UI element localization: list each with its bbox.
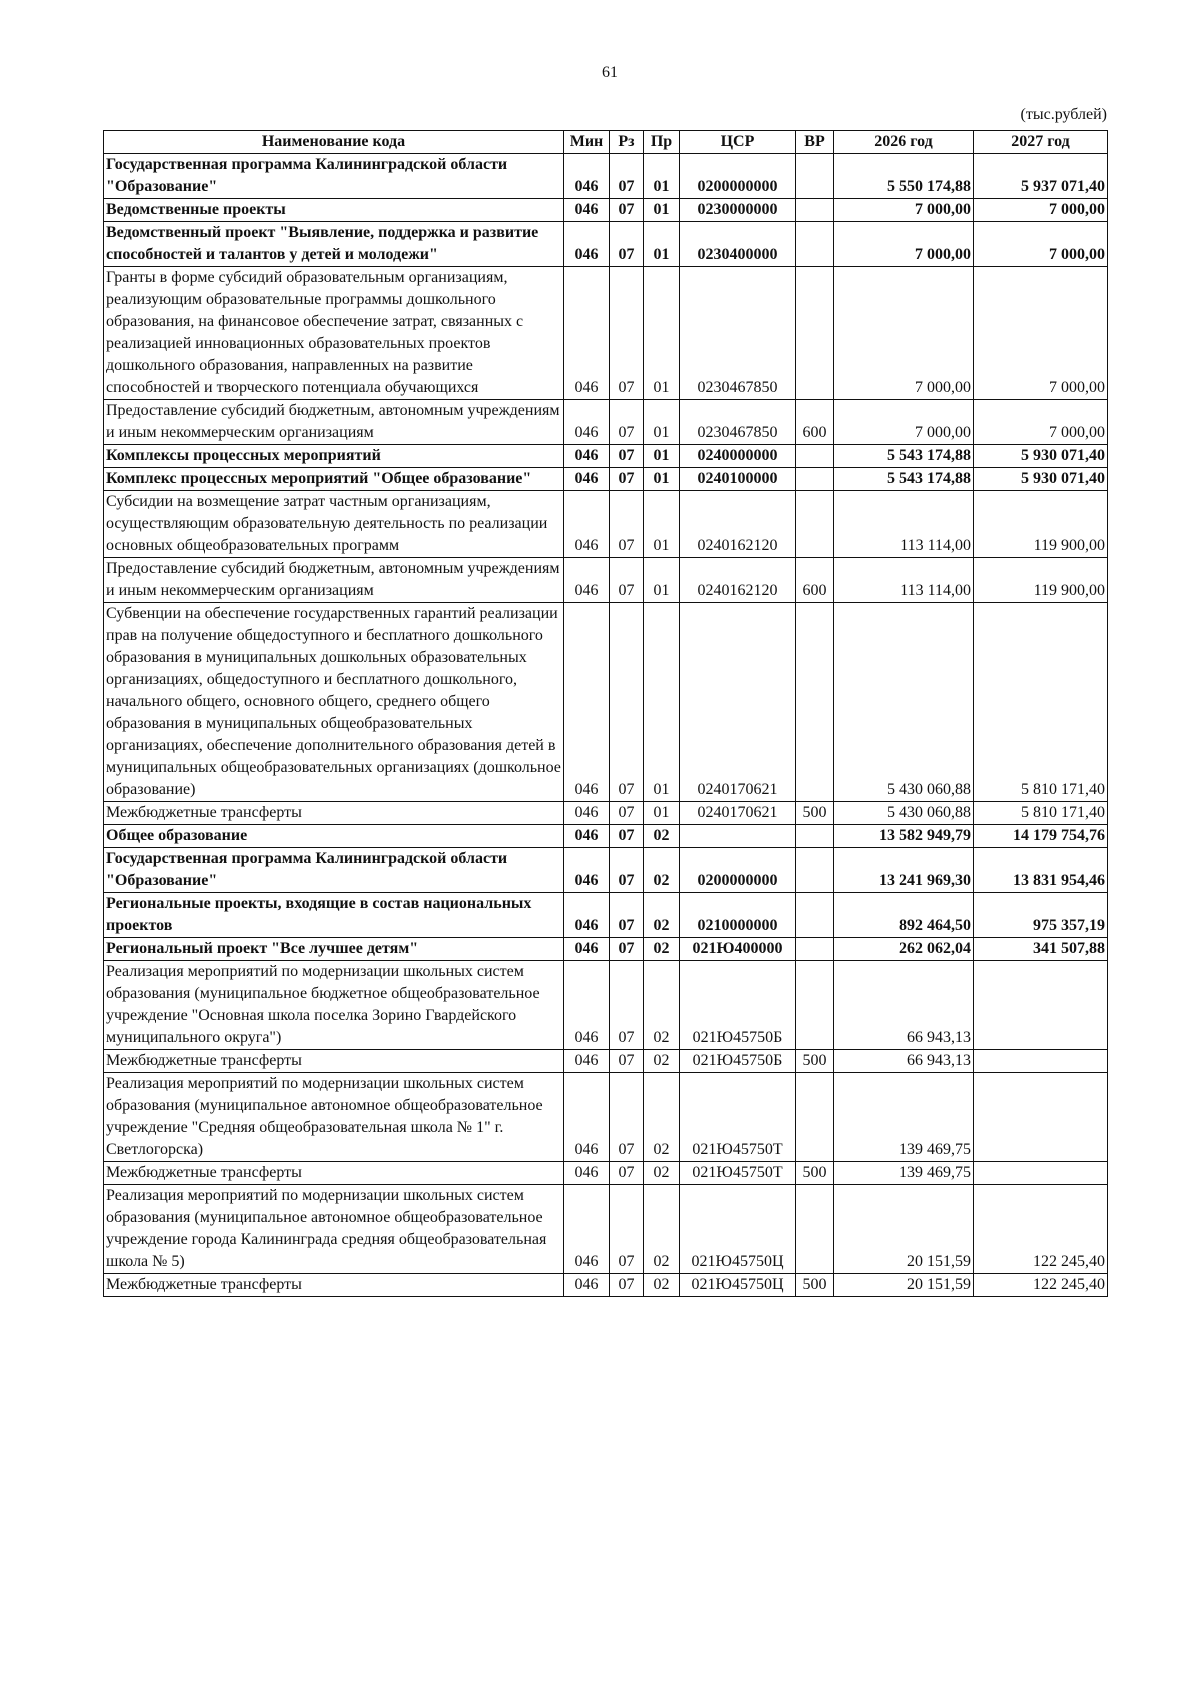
cell-rz: 07 — [610, 848, 644, 893]
page-number: 61 — [602, 64, 618, 81]
cell-pr: 02 — [644, 1274, 680, 1297]
cell-csr: 0200000000 — [680, 154, 796, 199]
cell-2027: 341 507,88 — [974, 938, 1108, 961]
budget-table — [103, 130, 1108, 1297]
cell-2026: 13 582 949,79 — [834, 825, 974, 848]
cell-name: Ведомственный проект "Выявление, поддержка и развитие способностей и талантов у детей и молодежи" — [104, 222, 564, 267]
header-rz: Рз — [610, 131, 644, 154]
cell-2026: 20 151,59 — [834, 1274, 974, 1297]
cell-rz: 07 — [610, 938, 644, 961]
cell-2027: 14 179 754,76 — [974, 825, 1108, 848]
cell-name: Реализация мероприятий по модернизации школьных систем образования (муниципальное бюджетное общеобразовательное учреждение "Основная школа поселка Зорино Гвардейского муниципального округа") — [104, 961, 564, 1050]
cell-rz: 07 — [610, 1185, 644, 1274]
cell-rz: 07 — [610, 1050, 644, 1073]
header-2027: 2027 год — [974, 131, 1108, 154]
cell-csr — [680, 825, 796, 848]
cell-2027: 5 930 071,40 — [974, 445, 1108, 468]
cell-vr — [796, 825, 834, 848]
table-row — [104, 938, 1108, 961]
cell-2026: 7 000,00 — [834, 222, 974, 267]
cell-csr: 021Ю45750Ц — [680, 1185, 796, 1274]
cell-vr — [796, 1185, 834, 1274]
cell-vr — [796, 938, 834, 961]
cell-2027 — [974, 1073, 1108, 1162]
table-row — [104, 1185, 1108, 1274]
cell-rz: 07 — [610, 491, 644, 558]
cell-pr: 01 — [644, 468, 680, 491]
cell-vr — [796, 961, 834, 1050]
table-row — [104, 1274, 1108, 1297]
header-min: Мин — [564, 131, 610, 154]
cell-2027: 122 245,40 — [974, 1274, 1108, 1297]
cell-pr: 02 — [644, 825, 680, 848]
cell-csr: 0230400000 — [680, 222, 796, 267]
cell-2027: 5 810 171,40 — [974, 802, 1108, 825]
cell-2026: 7 000,00 — [834, 400, 974, 445]
units-label: (тыс.рублей) — [1020, 106, 1107, 123]
cell-csr: 0240000000 — [680, 445, 796, 468]
cell-min: 046 — [564, 491, 610, 558]
cell-csr: 0240170621 — [680, 802, 796, 825]
table-row — [104, 848, 1108, 893]
cell-2027: 119 900,00 — [974, 558, 1108, 603]
cell-name: Реализация мероприятий по модернизации школьных систем образования (муниципальное автономное общеобразовательное учреждение города Калининграда средняя общеобразовательная школа № 5) — [104, 1185, 564, 1274]
cell-rz: 07 — [610, 154, 644, 199]
cell-name: Государственная программа Калининградской области "Образование" — [104, 848, 564, 893]
cell-vr — [796, 468, 834, 491]
table-row — [104, 468, 1108, 491]
cell-2026: 66 943,13 — [834, 961, 974, 1050]
cell-pr: 02 — [644, 961, 680, 1050]
cell-min: 046 — [564, 1274, 610, 1297]
cell-csr: 0230000000 — [680, 199, 796, 222]
cell-2026: 7 000,00 — [834, 267, 974, 400]
cell-csr: 021Ю45750Ц — [680, 1274, 796, 1297]
cell-2026: 262 062,04 — [834, 938, 974, 961]
table-row — [104, 802, 1108, 825]
cell-rz: 07 — [610, 961, 644, 1050]
table-row — [104, 491, 1108, 558]
cell-csr: 0230467850 — [680, 400, 796, 445]
cell-min: 046 — [564, 1162, 610, 1185]
table-row — [104, 400, 1108, 445]
table-row — [104, 961, 1108, 1050]
cell-pr: 01 — [644, 267, 680, 400]
header-vr: ВР — [796, 131, 834, 154]
cell-2026: 5 543 174,88 — [834, 468, 974, 491]
cell-pr: 01 — [644, 199, 680, 222]
cell-min: 046 — [564, 468, 610, 491]
header-csr: ЦСР — [680, 131, 796, 154]
cell-csr: 021Ю45750Б — [680, 961, 796, 1050]
cell-2027: 7 000,00 — [974, 400, 1108, 445]
cell-pr: 02 — [644, 1050, 680, 1073]
cell-rz: 07 — [610, 400, 644, 445]
cell-rz: 07 — [610, 603, 644, 802]
cell-rz: 07 — [610, 1274, 644, 1297]
cell-2027: 5 937 071,40 — [974, 154, 1108, 199]
cell-pr: 01 — [644, 400, 680, 445]
cell-vr — [796, 445, 834, 468]
cell-2027: 122 245,40 — [974, 1185, 1108, 1274]
cell-2026: 113 114,00 — [834, 491, 974, 558]
cell-min: 046 — [564, 154, 610, 199]
cell-min: 046 — [564, 893, 610, 938]
cell-rz: 07 — [610, 222, 644, 267]
cell-csr: 0210000000 — [680, 893, 796, 938]
cell-rz: 07 — [610, 267, 644, 400]
cell-csr: 0240170621 — [680, 603, 796, 802]
cell-2026: 66 943,13 — [834, 1050, 974, 1073]
table-row — [104, 222, 1108, 267]
cell-name: Субсидии на возмещение затрат частным организациям, осуществляющим образовательную деятельность по реализации основных общеобразовательных программ — [104, 491, 564, 558]
cell-csr: 021Ю45750Б — [680, 1050, 796, 1073]
cell-min: 046 — [564, 400, 610, 445]
cell-2026: 892 464,50 — [834, 893, 974, 938]
header-name: Наименование кода — [104, 131, 564, 154]
cell-vr — [796, 848, 834, 893]
cell-name: Субвенции на обеспечение государственных гарантий реализации прав на получение общедоступного и бесплатного дошкольного образования в муниципальных дошкольных образовательных организациях, общедоступного и бесплатного дошкольного, начального общего, основного общего, среднего общего образования в муниципальных общеобразовательных организациях, обеспечение дополнительного образования детей в муниципальных общеобразовательных организациях (дошкольное образование) — [104, 603, 564, 802]
cell-min: 046 — [564, 961, 610, 1050]
cell-pr: 01 — [644, 491, 680, 558]
cell-name: Реализация мероприятий по модернизации школьных систем образования (муниципальное автономное общеобразовательное учреждение "Средняя общеобразовательная школа № 1" г. Светлогорска) — [104, 1073, 564, 1162]
cell-2027: 119 900,00 — [974, 491, 1108, 558]
cell-csr: 0230467850 — [680, 267, 796, 400]
header-2026: 2026 год — [834, 131, 974, 154]
cell-rz: 07 — [610, 468, 644, 491]
cell-csr: 021Ю400000 — [680, 938, 796, 961]
cell-min: 046 — [564, 222, 610, 267]
cell-name: Комплекс процессных мероприятий "Общее образование" — [104, 468, 564, 491]
cell-vr: 600 — [796, 400, 834, 445]
cell-rz: 07 — [610, 893, 644, 938]
cell-vr: 500 — [796, 1162, 834, 1185]
table-row — [104, 558, 1108, 603]
cell-vr — [796, 491, 834, 558]
table-row — [104, 1073, 1108, 1162]
cell-min: 046 — [564, 558, 610, 603]
cell-2026: 5 430 060,88 — [834, 802, 974, 825]
cell-vr — [796, 154, 834, 199]
cell-pr: 02 — [644, 938, 680, 961]
cell-vr — [796, 267, 834, 400]
cell-csr: 0240162120 — [680, 558, 796, 603]
cell-min: 046 — [564, 267, 610, 400]
table-row — [104, 445, 1108, 468]
cell-2026: 5 543 174,88 — [834, 445, 974, 468]
cell-2026: 113 114,00 — [834, 558, 974, 603]
cell-rz: 07 — [610, 825, 644, 848]
cell-min: 046 — [564, 938, 610, 961]
cell-2027: 5 810 171,40 — [974, 603, 1108, 802]
cell-min: 046 — [564, 603, 610, 802]
cell-rz: 07 — [610, 558, 644, 603]
cell-pr: 02 — [644, 1185, 680, 1274]
cell-2026: 139 469,75 — [834, 1073, 974, 1162]
cell-2027 — [974, 1050, 1108, 1073]
cell-name: Предоставление субсидий бюджетным, автономным учреждениям и иным некоммерческим организациям — [104, 558, 564, 603]
table-body — [104, 154, 1108, 1297]
cell-2027: 13 831 954,46 — [974, 848, 1108, 893]
cell-min: 046 — [564, 1185, 610, 1274]
table-row — [104, 893, 1108, 938]
cell-csr: 0240100000 — [680, 468, 796, 491]
cell-2026: 5 430 060,88 — [834, 603, 974, 802]
cell-pr: 02 — [644, 1073, 680, 1162]
cell-2027 — [974, 1162, 1108, 1185]
cell-min: 046 — [564, 1073, 610, 1162]
cell-vr — [796, 603, 834, 802]
cell-min: 046 — [564, 825, 610, 848]
cell-vr: 500 — [796, 1050, 834, 1073]
cell-vr — [796, 199, 834, 222]
table-row — [104, 1050, 1108, 1073]
cell-pr: 01 — [644, 154, 680, 199]
cell-vr: 500 — [796, 1274, 834, 1297]
table-row — [104, 199, 1108, 222]
table-row — [104, 267, 1108, 400]
cell-name: Государственная программа Калининградской области "Образование" — [104, 154, 564, 199]
cell-2026: 13 241 969,30 — [834, 848, 974, 893]
cell-csr: 021Ю45750Т — [680, 1073, 796, 1162]
cell-pr: 02 — [644, 893, 680, 938]
cell-2027: 7 000,00 — [974, 222, 1108, 267]
cell-pr: 02 — [644, 1162, 680, 1185]
cell-vr: 600 — [796, 558, 834, 603]
cell-name: Гранты в форме субсидий образовательным организациям, реализующим образовательные программы дошкольного образования, на финансовое обеспечение затрат, связанных с реализацией инновационных образовательных проектов дошкольного образования, направленных на развитие способностей и творческого потенциала обучающихся — [104, 267, 564, 400]
cell-name: Межбюджетные трансферты — [104, 802, 564, 825]
cell-min: 046 — [564, 802, 610, 825]
cell-pr: 02 — [644, 848, 680, 893]
header-pr: Пр — [644, 131, 680, 154]
cell-csr: 0200000000 — [680, 848, 796, 893]
cell-2027 — [974, 961, 1108, 1050]
cell-min: 046 — [564, 1050, 610, 1073]
cell-name: Ведомственные проекты — [104, 199, 564, 222]
cell-vr — [796, 1073, 834, 1162]
cell-2027: 5 930 071,40 — [974, 468, 1108, 491]
cell-name: Межбюджетные трансферты — [104, 1050, 564, 1073]
cell-vr — [796, 222, 834, 267]
cell-2027: 975 357,19 — [974, 893, 1108, 938]
cell-name: Региональный проект "Все лучшее детям" — [104, 938, 564, 961]
cell-min: 046 — [564, 199, 610, 222]
cell-pr: 01 — [644, 802, 680, 825]
cell-rz: 07 — [610, 802, 644, 825]
cell-csr: 0240162120 — [680, 491, 796, 558]
cell-vr — [796, 893, 834, 938]
cell-2026: 20 151,59 — [834, 1185, 974, 1274]
cell-pr: 01 — [644, 603, 680, 802]
cell-rz: 07 — [610, 1073, 644, 1162]
cell-name: Межбюджетные трансферты — [104, 1162, 564, 1185]
cell-name: Региональные проекты, входящие в состав национальных проектов — [104, 893, 564, 938]
cell-name: Комплексы процессных мероприятий — [104, 445, 564, 468]
cell-2026: 7 000,00 — [834, 199, 974, 222]
cell-pr: 01 — [644, 222, 680, 267]
cell-name: Предоставление субсидий бюджетным, автономным учреждениям и иным некоммерческим организациям — [104, 400, 564, 445]
cell-min: 046 — [564, 848, 610, 893]
cell-vr: 500 — [796, 802, 834, 825]
cell-name: Общее образование — [104, 825, 564, 848]
cell-min: 046 — [564, 445, 610, 468]
cell-csr: 021Ю45750Т — [680, 1162, 796, 1185]
cell-name: Межбюджетные трансферты — [104, 1274, 564, 1297]
cell-rz: 07 — [610, 445, 644, 468]
cell-2026: 5 550 174,88 — [834, 154, 974, 199]
cell-rz: 07 — [610, 1162, 644, 1185]
cell-rz: 07 — [610, 199, 644, 222]
cell-pr: 01 — [644, 445, 680, 468]
cell-pr: 01 — [644, 558, 680, 603]
table-row — [104, 603, 1108, 802]
cell-2027: 7 000,00 — [974, 267, 1108, 400]
cell-2026: 139 469,75 — [834, 1162, 974, 1185]
cell-2027: 7 000,00 — [974, 199, 1108, 222]
table-row — [104, 825, 1108, 848]
table-row — [104, 154, 1108, 199]
table-row — [104, 1162, 1108, 1185]
table-header-row — [104, 131, 1108, 154]
